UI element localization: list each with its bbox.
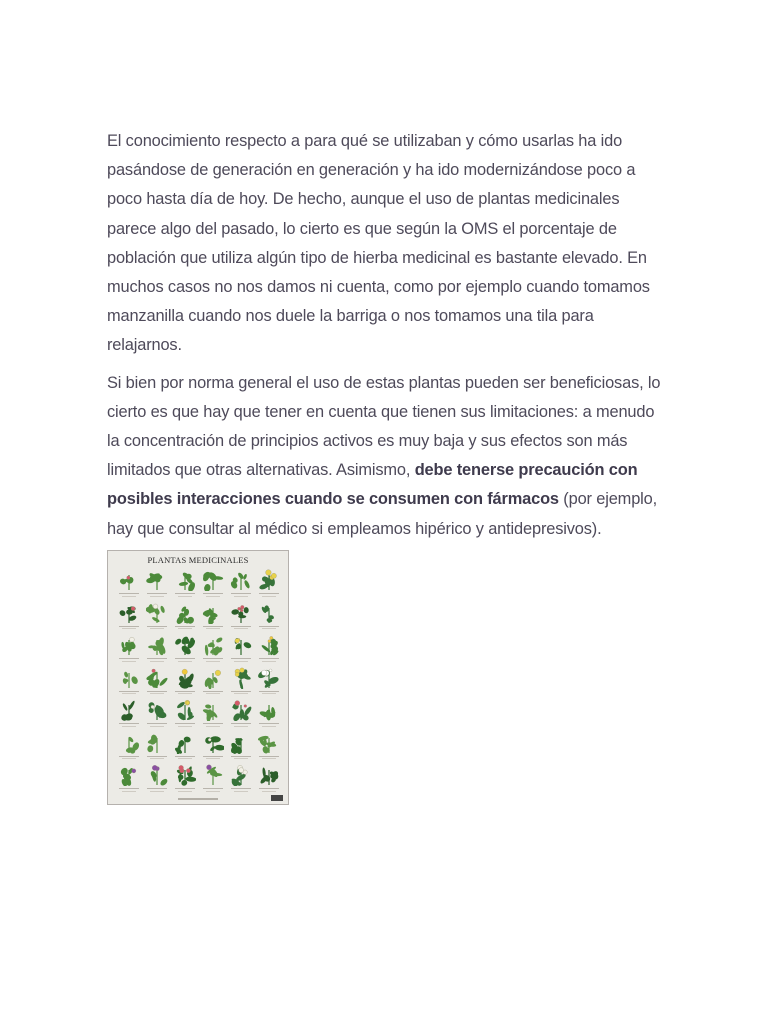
plant-caption-line xyxy=(147,723,167,724)
plant-caption-line xyxy=(206,758,220,759)
paragraph-2 xyxy=(107,369,663,544)
plant-caption-line xyxy=(259,723,279,724)
plant-caption-line xyxy=(178,596,192,597)
plant-icon xyxy=(146,699,168,721)
poster-plant-illustration xyxy=(255,697,283,730)
plant-caption-line xyxy=(175,756,195,757)
poster-plant-grid xyxy=(115,567,283,795)
plant-caption-line xyxy=(150,758,164,759)
plant-icon xyxy=(230,634,252,656)
poster-plant-illustration xyxy=(115,567,143,600)
plant-icon xyxy=(174,699,196,721)
plant-icon xyxy=(118,732,140,754)
poster-plant-illustration xyxy=(143,600,171,633)
plant-caption-line xyxy=(206,628,220,629)
poster-plant-illustration xyxy=(199,567,227,600)
plant-caption-line xyxy=(150,596,164,597)
plant-caption-line xyxy=(175,658,195,659)
poster-plant-illustration xyxy=(115,600,143,633)
plant-caption-line xyxy=(259,756,279,757)
plant-icon xyxy=(174,569,196,591)
poster-plant-illustration xyxy=(227,600,255,633)
poster-plant-illustration xyxy=(255,762,283,795)
plant-icon xyxy=(118,764,140,786)
poster-plant-illustration xyxy=(143,762,171,795)
paragraph-2-bold-warning: debe tenerse precaución con posibles interacciones cuando se consumen con fármacos xyxy=(107,461,638,509)
plant-icon xyxy=(202,667,224,689)
poster-plant-illustration xyxy=(199,762,227,795)
poster-plant-illustration xyxy=(115,762,143,795)
plant-icon xyxy=(230,699,252,721)
plant-caption-line xyxy=(234,596,248,597)
plant-caption-line xyxy=(122,628,136,629)
plant-caption-line xyxy=(175,691,195,692)
plant-caption-line xyxy=(259,788,279,789)
plant-caption-line xyxy=(150,628,164,629)
plant-caption-line xyxy=(178,758,192,759)
plant-icon xyxy=(174,764,196,786)
poster-plant-illustration xyxy=(143,567,171,600)
plant-caption-line xyxy=(119,723,139,724)
paragraph-2-text-end: (por ejemplo, hay que consultar al médico si empleamos hipérico y antidepresivos). xyxy=(107,490,658,538)
poster-plant-illustration xyxy=(255,632,283,665)
plant-caption-line xyxy=(178,726,192,727)
plant-icon xyxy=(258,667,280,689)
poster-plant-illustration xyxy=(199,730,227,763)
plant-caption-line xyxy=(119,756,139,757)
plant-caption-line xyxy=(203,691,223,692)
plant-caption-line xyxy=(122,758,136,759)
poster-plant-illustration xyxy=(143,697,171,730)
plant-caption-line xyxy=(203,756,223,757)
plant-icon xyxy=(230,764,252,786)
plant-caption-line xyxy=(147,593,167,594)
plant-caption-line xyxy=(147,788,167,789)
poster-plant-illustration xyxy=(199,697,227,730)
plant-icon xyxy=(230,667,252,689)
plant-caption-line xyxy=(262,628,276,629)
poster-plant-illustration xyxy=(115,665,143,698)
plant-icon xyxy=(118,602,140,624)
poster-plant-illustration xyxy=(143,730,171,763)
plant-caption-line xyxy=(175,626,195,627)
plant-caption-line xyxy=(206,791,220,792)
poster-plant-illustration xyxy=(171,697,199,730)
plant-caption-line xyxy=(203,593,223,594)
plant-caption-line xyxy=(234,791,248,792)
plant-caption-line xyxy=(178,791,192,792)
plant-icon xyxy=(202,602,224,624)
poster-plant-illustration xyxy=(115,697,143,730)
paragraph-1: El conocimiento respecto a para qué se utilizaban y cómo usarlas ha ido pasándose de generación en generación y ha ido modernizándose poco a poco hasta día de hoy. De hecho, aunque el uso de plantas medicinales parece algo del pasado, lo cierto es que según la OMS el porcentaje de población que utiliza algún tipo de hierba medicinal es bastante elevado. En muchos casos no nos damos ni cuenta, como por ejemplo cuando tomamos manzanilla cuando nos duele la barriga o nos tomamos una tila para relajarnos. xyxy=(107,132,650,355)
plant-caption-line xyxy=(122,726,136,727)
poster-plant-illustration xyxy=(227,697,255,730)
plant-caption-line xyxy=(203,788,223,789)
plant-caption-line xyxy=(178,693,192,694)
plant-icon xyxy=(118,569,140,591)
poster-plant-illustration xyxy=(171,762,199,795)
plant-caption-line xyxy=(175,723,195,724)
medicinal-plants-poster-image xyxy=(107,550,289,805)
plant-caption-line xyxy=(147,626,167,627)
poster-plant-illustration xyxy=(199,600,227,633)
poster-plant-illustration xyxy=(199,665,227,698)
poster-plant-illustration xyxy=(227,632,255,665)
plant-caption-line xyxy=(259,626,279,627)
plant-caption-line xyxy=(122,693,136,694)
poster-plant-illustration xyxy=(171,632,199,665)
poster-plant-illustration xyxy=(115,632,143,665)
plant-caption-line xyxy=(150,693,164,694)
plant-caption-line xyxy=(178,628,192,629)
plant-caption-line xyxy=(119,658,139,659)
plant-icon xyxy=(202,569,224,591)
plant-caption-line xyxy=(262,596,276,597)
plant-caption-line xyxy=(231,723,251,724)
plant-caption-line xyxy=(206,726,220,727)
plant-icon xyxy=(202,634,224,656)
plant-icon xyxy=(174,732,196,754)
plant-caption-line xyxy=(119,788,139,789)
plant-caption-line xyxy=(234,726,248,727)
plant-caption-line xyxy=(231,756,251,757)
plant-caption-line xyxy=(259,658,279,659)
plant-caption-line xyxy=(262,726,276,727)
poster-plant-illustration xyxy=(227,567,255,600)
plant-caption-line xyxy=(203,723,223,724)
plant-icon xyxy=(174,634,196,656)
plant-icon xyxy=(146,602,168,624)
poster-plant-illustration xyxy=(255,567,283,600)
plant-caption-line xyxy=(262,693,276,694)
plant-caption-line xyxy=(147,691,167,692)
poster-plant-illustration xyxy=(171,567,199,600)
poster-plant-illustration xyxy=(255,665,283,698)
plant-icon xyxy=(202,732,224,754)
plant-icon xyxy=(146,732,168,754)
plant-caption-line xyxy=(262,758,276,759)
plant-caption-line xyxy=(122,791,136,792)
plant-caption-line xyxy=(122,596,136,597)
plant-caption-line xyxy=(119,626,139,627)
plant-icon xyxy=(258,699,280,721)
plant-caption-line xyxy=(231,626,251,627)
plant-caption-line xyxy=(147,756,167,757)
poster-plant-illustration xyxy=(255,730,283,763)
plant-caption-line xyxy=(122,661,136,662)
plant-icon xyxy=(202,764,224,786)
plant-caption-line xyxy=(234,758,248,759)
poster-plant-illustration xyxy=(255,600,283,633)
plant-icon xyxy=(118,699,140,721)
plant-caption-line xyxy=(178,661,192,662)
plant-caption-line xyxy=(175,593,195,594)
plant-icon xyxy=(146,569,168,591)
article-body xyxy=(107,127,663,552)
poster-plant-illustration xyxy=(115,730,143,763)
plant-caption-line xyxy=(203,658,223,659)
plant-icon xyxy=(230,569,252,591)
plant-caption-line xyxy=(262,661,276,662)
plant-caption-line xyxy=(206,693,220,694)
poster-plant-illustration xyxy=(227,665,255,698)
plant-icon xyxy=(230,602,252,624)
poster-plant-illustration xyxy=(171,600,199,633)
poster-plant-illustration xyxy=(227,730,255,763)
plant-icon xyxy=(146,764,168,786)
plant-icon xyxy=(202,699,224,721)
plant-icon xyxy=(258,764,280,786)
plant-caption-line xyxy=(119,691,139,692)
plant-caption-line xyxy=(203,626,223,627)
plant-icon xyxy=(230,732,252,754)
poster-plant-illustration xyxy=(227,762,255,795)
poster-plant-illustration xyxy=(171,730,199,763)
poster-plant-illustration xyxy=(199,632,227,665)
plant-caption-line xyxy=(234,693,248,694)
poster-footer-text xyxy=(178,798,218,800)
plant-caption-line xyxy=(175,788,195,789)
plant-caption-line xyxy=(231,593,251,594)
poster-plant-illustration xyxy=(171,665,199,698)
poster-title: PLANTAS MEDICINALES xyxy=(147,555,249,565)
plant-icon xyxy=(258,634,280,656)
plant-caption-line xyxy=(150,661,164,662)
poster-plant-illustration xyxy=(143,632,171,665)
plant-caption-line xyxy=(234,661,248,662)
plant-caption-line xyxy=(119,593,139,594)
plant-icon xyxy=(174,667,196,689)
plant-caption-line xyxy=(206,596,220,597)
plant-icon xyxy=(118,634,140,656)
plant-icon xyxy=(258,602,280,624)
plant-icon xyxy=(258,569,280,591)
plant-caption-line xyxy=(150,791,164,792)
paragraph-2-text-start: Si bien por norma general el uso de estas plantas pueden ser beneficiosas, lo cierto es que hay que tener en cuenta que tienen sus limitaciones: a menudo la concentración de principios activos es muy baja y sus efectos son más limitados que otras alternativas. Asimismo, xyxy=(107,373,661,480)
plant-icon xyxy=(146,634,168,656)
plant-caption-line xyxy=(262,791,276,792)
plant-icon xyxy=(174,602,196,624)
plant-icon xyxy=(118,667,140,689)
plant-caption-line xyxy=(259,593,279,594)
poster-brand-logo xyxy=(271,795,283,801)
plant-caption-line xyxy=(206,661,220,662)
plant-caption-line xyxy=(259,691,279,692)
plant-caption-line xyxy=(231,691,251,692)
plant-caption-line xyxy=(231,788,251,789)
plant-caption-line xyxy=(147,658,167,659)
plant-icon xyxy=(146,667,168,689)
plant-caption-line xyxy=(150,726,164,727)
plant-caption-line xyxy=(231,658,251,659)
plant-icon xyxy=(258,732,280,754)
plant-caption-line xyxy=(234,628,248,629)
poster-plant-illustration xyxy=(143,665,171,698)
